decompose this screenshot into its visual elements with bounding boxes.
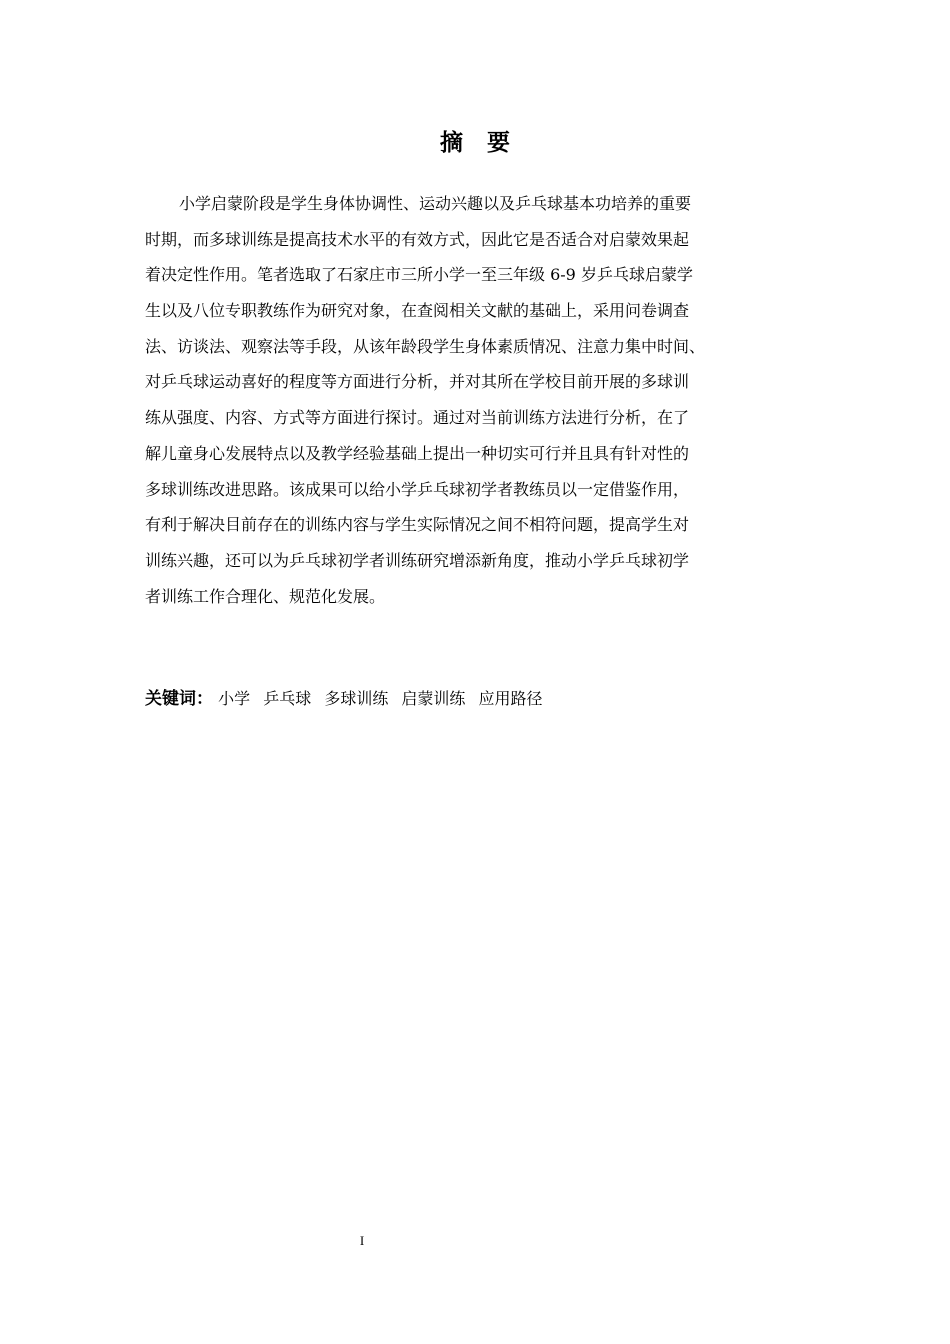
abstract-line: 法、访谈法、观察法等手段，从该年龄段学生身体素质情况、注意力集中时间、 bbox=[145, 336, 706, 356]
abstract-line: 训练兴趣，还可以为乒乓球初学者训练研究增添新角度，推动小学乒乓球初学 bbox=[145, 550, 690, 570]
abstract-title-part2: 要 bbox=[487, 130, 510, 156]
abstract-body bbox=[145, 186, 815, 614]
keyword-item: 多球训练 bbox=[324, 689, 389, 708]
keywords-label: 关键词： bbox=[145, 689, 213, 709]
abstract-line: 着决定性作用。笔者选取了石家庄市三所小学一至三年级 6-9 岁乒乓球启蒙学 bbox=[145, 265, 693, 285]
abstract-line: 时期，而多球训练是提高技术水平的有效方式，因此它是否适合对启蒙效果起 bbox=[145, 229, 690, 249]
abstract-line: 多球训练改进思路。该成果可以给小学乒乓球初学者教练员以一定借鉴作用， bbox=[145, 479, 690, 499]
abstract-title bbox=[0, 127, 950, 159]
keyword-item: 启蒙训练 bbox=[401, 689, 466, 708]
keyword-item: 应用路径 bbox=[478, 689, 543, 708]
keyword-item: 乒乓球 bbox=[263, 689, 312, 708]
abstract-line: 生以及八位专职教练作为研究对象，在查阅相关文献的基础上，采用问卷调查 bbox=[145, 301, 690, 321]
abstract-line: 练从强度、内容、方式等方面进行探讨。通过对当前训练方法进行分析，在了 bbox=[145, 408, 690, 428]
abstract-line: 者训练工作合理化、规范化发展。 bbox=[145, 586, 386, 606]
keyword-item: 小学 bbox=[218, 689, 251, 708]
keywords-section bbox=[145, 684, 815, 714]
abstract-line: 有利于解决目前存在的训练内容与学生实际情况之间不相符问题，提高学生对 bbox=[145, 515, 690, 535]
abstract-line: 对乒乓球运动喜好的程度等方面进行分析，并对其所在学校目前开展的多球训 bbox=[145, 372, 690, 392]
page-number: I bbox=[359, 1233, 365, 1248]
abstract-line: 小学启蒙阶段是学生身体协调性、运动兴趣以及乒乓球基本功培养的重要 bbox=[179, 194, 692, 213]
abstract-line: 解儿童身心发展特点以及教学经验基础上提出一种切实可行并且具有针对性的 bbox=[145, 443, 690, 463]
abstract-title-part1: 摘 bbox=[440, 130, 463, 156]
